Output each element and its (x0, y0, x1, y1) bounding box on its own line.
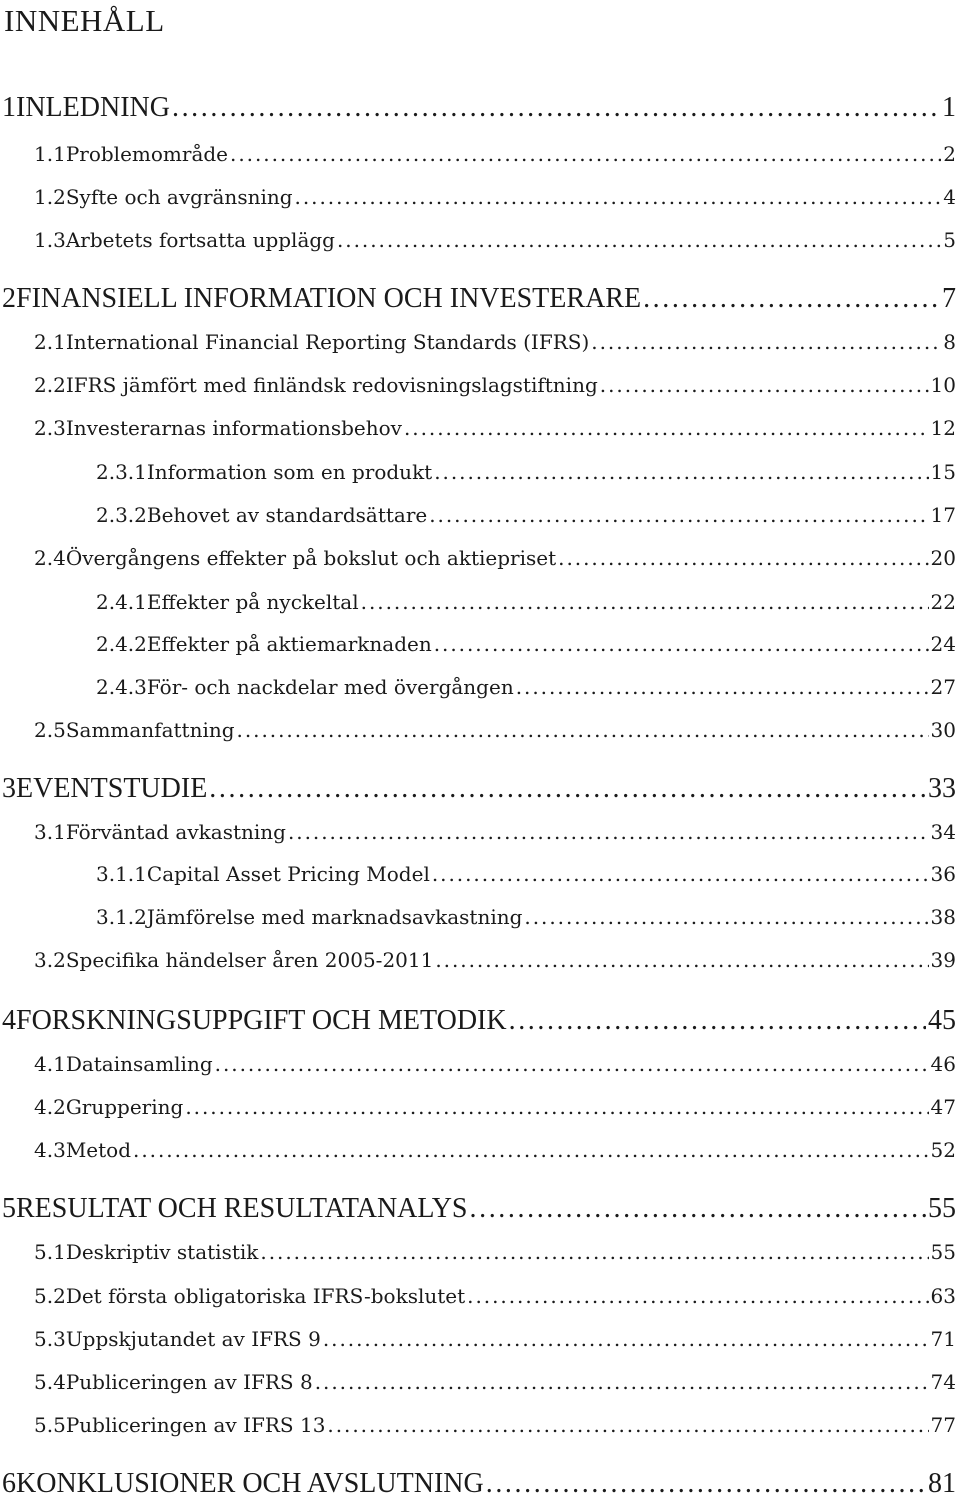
dot-leader (516, 675, 929, 699)
toc-entry-label: Sammanfattning (65, 718, 235, 742)
toc-entry-page: 39 (930, 948, 956, 972)
dot-leader (209, 773, 926, 805)
toc-entry-number: 3.1.2 (96, 905, 147, 929)
toc-entry-page: 55 (930, 1240, 956, 1264)
toc-entry-page: 30 (930, 718, 956, 742)
toc-entry-label: Det första obligatoriska IFRS-bokslutet (65, 1284, 466, 1308)
toc-entry-page: 81 (928, 1468, 956, 1499)
toc-entry[interactable] (96, 862, 956, 886)
toc-entry[interactable] (96, 905, 956, 929)
dot-leader (327, 1413, 928, 1437)
page-title: INNEHÅLL (4, 3, 165, 38)
toc-entry-label: KONKLUSIONER OCH AVSLUTNING (16, 1468, 484, 1499)
toc-entry-label: För- och nackdelar med övergången (146, 675, 514, 699)
toc-entry-page: 34 (930, 820, 956, 844)
toc-entry-page: 20 (930, 546, 956, 570)
toc-entry-number: 1.3 (34, 228, 66, 252)
toc-entry-label: Uppskjutandet av IFRS 9 (65, 1327, 321, 1351)
toc-entry-page: 77 (930, 1413, 956, 1437)
toc-entry-number: 4.1 (34, 1052, 66, 1076)
dot-leader (404, 416, 929, 440)
toc-entry-number: 2 (2, 283, 16, 314)
dot-leader (434, 632, 929, 656)
toc-entry[interactable] (0, 92, 956, 124)
dot-leader (315, 1370, 929, 1394)
toc-entry[interactable] (34, 373, 956, 397)
dot-leader (260, 1240, 928, 1264)
toc-entry-label: Publiceringen av IFRS 8 (65, 1370, 313, 1394)
toc-entry[interactable] (34, 820, 956, 844)
toc-entry-label: Publiceringen av IFRS 13 (65, 1413, 326, 1437)
toc-entry[interactable] (34, 416, 956, 440)
toc-entry[interactable] (34, 330, 956, 354)
toc-entry-label: Datainsamling (65, 1052, 213, 1076)
toc-entry-number: 2.4.2 (96, 632, 147, 656)
toc-entry-label: Förväntad avkastning (65, 820, 286, 844)
toc-entry-number: 2.3 (34, 416, 66, 440)
toc-entry-number: 1.2 (34, 185, 66, 209)
toc-entry-label: Behovet av standardsättare (146, 503, 428, 527)
toc-entry-label: Problemområde (65, 142, 228, 166)
dot-leader (643, 283, 940, 315)
toc-entry-page: 47 (930, 1095, 956, 1119)
toc-entry-number: 2.2 (34, 373, 66, 397)
toc-entry-page: 22 (930, 590, 956, 614)
dot-leader (486, 1468, 926, 1500)
dot-leader (432, 862, 929, 886)
toc-entry-page: 46 (930, 1052, 956, 1076)
toc-entry-label: FINANSIELL INFORMATION OCH INVESTERARE (16, 283, 642, 314)
toc-entry-page: 36 (930, 862, 956, 886)
toc-entry-label: Gruppering (65, 1095, 184, 1119)
toc-entry-label: Syfte och avgränsning (65, 185, 293, 209)
toc-entry-label: Information som en produkt (146, 460, 433, 484)
toc-entry[interactable] (0, 1005, 956, 1037)
dot-leader (509, 1005, 926, 1037)
toc-entry-label: Investerarnas informationsbehov (65, 416, 402, 440)
toc-entry[interactable] (34, 1138, 956, 1162)
toc-entry-number: 5.3 (34, 1327, 66, 1351)
toc-entry-number: 5.2 (34, 1284, 66, 1308)
toc-entry[interactable] (34, 1240, 956, 1264)
dot-leader (600, 373, 929, 397)
toc-entry-number: 2.5 (34, 718, 66, 742)
toc-entry-page: 74 (930, 1370, 956, 1394)
toc-entry[interactable] (96, 590, 956, 614)
dot-leader (470, 1193, 927, 1225)
dot-leader (435, 948, 928, 972)
toc-entry-number: 5.4 (34, 1370, 66, 1394)
toc-entry-page: 33 (928, 773, 956, 804)
toc-entry[interactable] (34, 1327, 956, 1351)
toc-entry-page: 7 (942, 283, 956, 314)
toc-entry-number: 2.4 (34, 546, 66, 570)
toc-entry-number: 3 (2, 773, 16, 804)
toc-entry-page: 71 (930, 1327, 956, 1351)
dot-leader (434, 460, 928, 484)
toc-entry-page: 2 (943, 142, 956, 166)
toc-entry-number: 2.4.1 (96, 590, 147, 614)
toc-entry-page: 1 (942, 92, 956, 123)
dot-leader (237, 718, 929, 742)
toc-entry-number: 2.3.1 (96, 460, 147, 484)
toc-entry-label: FORSKNINGSUPPGIFT OCH METODIK (16, 1005, 507, 1036)
toc-entry[interactable] (96, 632, 956, 656)
toc-entry-page: 27 (930, 675, 956, 699)
toc-entry-page: 15 (930, 460, 956, 484)
toc-entry-label: RESULTAT OCH RESULTATANALYS (16, 1193, 468, 1224)
toc-entry-label: Arbetets fortsatta upplägg (65, 228, 335, 252)
toc-entry-label: Övergångens effekter på bokslut och aktiepriset (65, 546, 557, 570)
toc-entry[interactable] (96, 503, 956, 527)
toc-entry-page: 24 (930, 632, 956, 656)
toc-entry[interactable] (34, 718, 956, 742)
dot-leader (337, 228, 941, 252)
dot-leader (133, 1138, 929, 1162)
toc-entry-number: 5 (2, 1193, 16, 1224)
toc-entry-page: 5 (943, 228, 956, 252)
toc-entry-number: 4.2 (34, 1095, 66, 1119)
toc-entry-label: Specifika händelser åren 2005-2011 (65, 948, 434, 972)
toc-entry-number: 3.2 (34, 948, 66, 972)
dot-leader (185, 1095, 928, 1119)
dot-leader (215, 1052, 929, 1076)
dot-leader (429, 503, 928, 527)
toc-entry-label: IFRS jämfört med finländsk redovisningslagstiftning (65, 373, 598, 397)
toc-entry[interactable] (34, 1413, 956, 1437)
toc-entry-number: 2.1 (34, 330, 66, 354)
dot-leader (172, 92, 940, 124)
dot-leader (361, 590, 929, 614)
toc-entry-page: 55 (928, 1193, 956, 1224)
toc-entry[interactable] (34, 1284, 956, 1308)
toc-entry-number: 2.3.2 (96, 503, 147, 527)
dot-leader (288, 820, 929, 844)
toc-entry-number: 6 (2, 1468, 16, 1499)
dot-leader (230, 142, 941, 166)
toc-entry-label: International Financial Reporting Standards (IFRS) (65, 330, 590, 354)
toc-entry[interactable] (34, 185, 956, 209)
dot-leader (295, 185, 942, 209)
toc-entry-page: 10 (930, 373, 956, 397)
toc-entry-page: 63 (930, 1284, 956, 1308)
toc-entry[interactable] (34, 1095, 956, 1119)
toc-entry-page: 8 (943, 330, 956, 354)
toc-entry-label: INLEDNING (16, 92, 170, 123)
toc-entry-number: 1 (2, 92, 16, 123)
toc-entry-label: Jämförelse med marknadsavkastning (146, 905, 523, 929)
toc-entry-page: 17 (930, 503, 956, 527)
toc-entry-number: 5.1 (34, 1240, 66, 1264)
toc-entry[interactable] (34, 228, 956, 252)
toc-entry-number: 1.1 (34, 142, 66, 166)
toc-entry[interactable] (34, 1370, 956, 1394)
toc-entry-page: 52 (930, 1138, 956, 1162)
dot-leader (323, 1327, 929, 1351)
toc-entry-label: Capital Asset Pricing Model (146, 862, 430, 886)
toc-entry-number: 3.1.1 (96, 862, 147, 886)
toc-entry-page: 45 (928, 1005, 956, 1036)
toc-entry-number: 5.5 (34, 1413, 66, 1437)
toc-entry-page: 38 (930, 905, 956, 929)
toc-entry[interactable] (34, 1052, 956, 1076)
toc-entry-label: EVENTSTUDIE (16, 773, 208, 804)
toc-entry[interactable] (96, 460, 956, 484)
toc-entry-label: Deskriptiv statistik (65, 1240, 259, 1264)
toc-entry[interactable] (34, 142, 956, 166)
toc-entry-page: 12 (930, 416, 956, 440)
toc-entry[interactable] (34, 948, 956, 972)
toc-entry-label: Effekter på nyckeltal (146, 590, 359, 614)
dot-leader (524, 905, 928, 929)
toc-entry-number: 3.1 (34, 820, 66, 844)
dot-leader (467, 1284, 928, 1308)
toc-entry[interactable] (0, 1193, 956, 1225)
toc-entry[interactable] (0, 1468, 956, 1500)
dot-leader (591, 330, 941, 354)
toc-entry-label: Effekter på aktiemarknaden (146, 632, 432, 656)
toc-entry-label: Metod (65, 1138, 132, 1162)
toc-entry-number: 2.4.3 (96, 675, 147, 699)
toc-entry-number: 4.3 (34, 1138, 66, 1162)
toc-entry[interactable] (0, 773, 956, 805)
toc-entry-page: 4 (943, 185, 956, 209)
toc-entry[interactable] (34, 546, 956, 570)
dot-leader (558, 546, 928, 570)
toc-entry[interactable] (0, 283, 956, 315)
toc-entry-number: 4 (2, 1005, 16, 1036)
toc-entry[interactable] (96, 675, 956, 699)
